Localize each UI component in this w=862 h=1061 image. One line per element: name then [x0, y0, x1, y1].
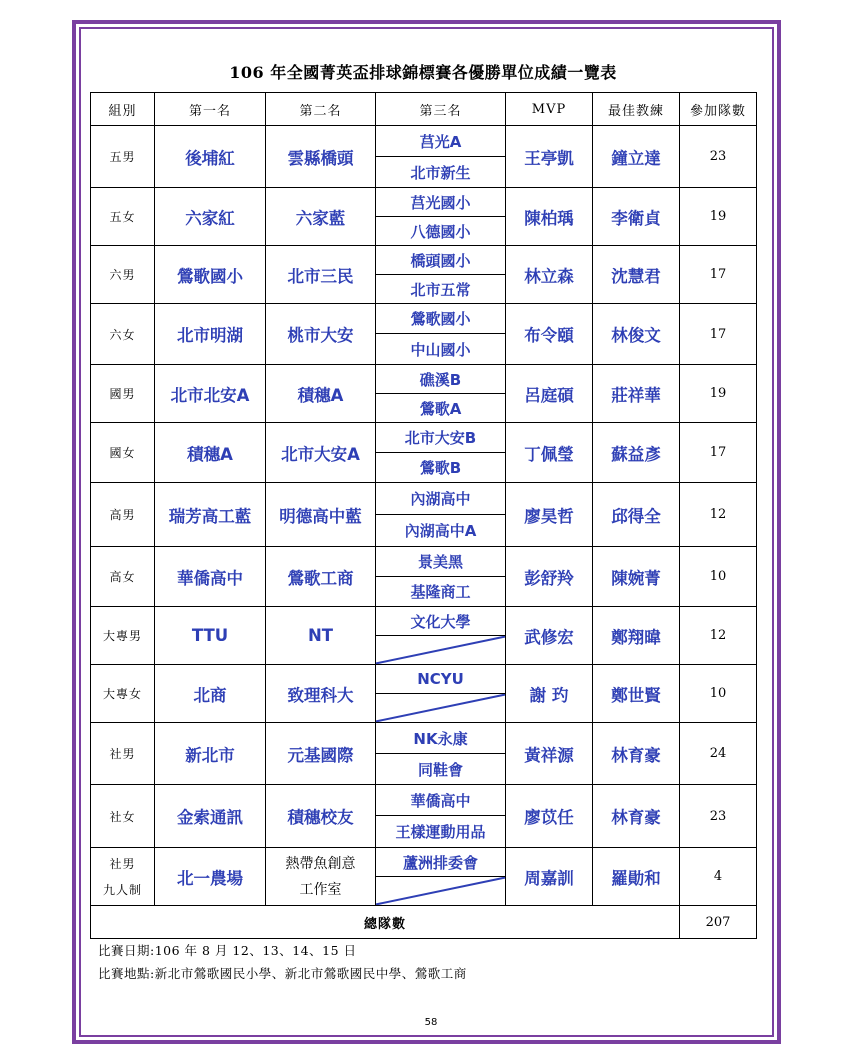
third-place-a: NK永康	[376, 723, 506, 754]
results-table	[90, 92, 757, 939]
best-coach: 鐘立達	[593, 126, 680, 188]
second-place: 積穗校友	[266, 785, 376, 848]
group-label: 國女	[91, 423, 155, 483]
team-count: 23	[680, 126, 757, 188]
third-place-empty	[376, 694, 506, 723]
table-row	[91, 785, 757, 816]
mvp: 廖昊哲	[506, 483, 593, 547]
second-place: 明德高中藍	[266, 483, 376, 547]
group-label: 高男	[91, 483, 155, 547]
third-place-a: 景美黑	[376, 547, 506, 577]
group-label: 五男	[91, 126, 155, 188]
first-place: TTU	[155, 607, 266, 665]
team-count: 19	[680, 188, 757, 246]
team-count: 4	[680, 848, 757, 906]
third-place-a: NCYU	[376, 665, 506, 694]
match-venue: 比賽地點:新北市鶯歌國民小學、新北市鶯歌國民中學、鶯歌工商	[98, 966, 467, 981]
third-place-b: 八德國小	[376, 217, 506, 246]
page-number: 58	[424, 1017, 438, 1028]
third-place-a: 莒光國小	[376, 188, 506, 217]
first-place: 北市明湖	[155, 304, 266, 365]
second-place: 熱帶魚創意	[285, 855, 356, 872]
group-label: 大專女	[91, 665, 155, 723]
header-group: 組別	[91, 93, 155, 126]
best-coach: 林育豪	[593, 785, 680, 848]
header-row	[91, 93, 757, 126]
second-place-line2: 工作室	[299, 881, 342, 898]
mvp: 黃祥源	[506, 723, 593, 785]
group-label: 五女	[91, 188, 155, 246]
table-row	[91, 483, 757, 515]
mvp: 林立森	[506, 246, 593, 304]
group-label-line2: 九人制	[102, 882, 142, 897]
group-cell	[91, 848, 155, 906]
best-coach: 鄭翔暐	[593, 607, 680, 665]
first-place: 六家紅	[155, 188, 266, 246]
best-coach: 蘇益彥	[593, 423, 680, 483]
second-place: 積穗A	[266, 365, 376, 423]
third-place-b: 同鞋會	[376, 754, 506, 785]
first-place: 金索通訊	[155, 785, 266, 848]
header-third: 第三名	[376, 93, 506, 126]
table-row	[91, 365, 757, 394]
mvp: 謝 玓	[506, 665, 593, 723]
mvp: 周嘉訓	[506, 848, 593, 906]
team-count: 12	[680, 607, 757, 665]
best-coach: 陳婉菁	[593, 547, 680, 607]
diagonal-slash	[376, 636, 505, 664]
second-place: 鶯歌工商	[266, 547, 376, 607]
first-place: 新北市	[155, 723, 266, 785]
second-place: 致理科大	[266, 665, 376, 723]
team-count: 17	[680, 246, 757, 304]
group-label: 社女	[91, 785, 155, 848]
third-place-b: 中山國小	[376, 334, 506, 365]
third-place-a: 華僑高中	[376, 785, 506, 816]
mvp: 呂庭碩	[506, 365, 593, 423]
first-place: 北商	[155, 665, 266, 723]
team-count: 19	[680, 365, 757, 423]
third-place-a: 內湖高中	[376, 483, 506, 515]
team-count: 23	[680, 785, 757, 848]
third-place-b: 鶯歌A	[376, 394, 506, 423]
team-count: 24	[680, 723, 757, 785]
mvp: 王亭凱	[506, 126, 593, 188]
table-row	[91, 665, 757, 694]
header-first: 第一名	[155, 93, 266, 126]
second-place: 元基國際	[266, 723, 376, 785]
second-place: 北市大安A	[266, 423, 376, 483]
team-count: 10	[680, 547, 757, 607]
page-title: 106 年全國菁英盃排球錦標賽各優勝單位成績一覽表	[229, 63, 617, 82]
first-place: 後埔紅	[155, 126, 266, 188]
best-coach: 羅勛和	[593, 848, 680, 906]
mvp: 武修宏	[506, 607, 593, 665]
team-count: 17	[680, 423, 757, 483]
mvp: 廖苡任	[506, 785, 593, 848]
group-label: 大專男	[91, 607, 155, 665]
header-coach: 最佳教練	[593, 93, 680, 126]
first-place: 積穗A	[155, 423, 266, 483]
table-row	[91, 304, 757, 334]
table-row	[91, 423, 757, 453]
mvp: 彭舒羚	[506, 547, 593, 607]
table-row	[91, 246, 757, 275]
third-place-b: 王樣運動用品	[376, 816, 506, 848]
total-row	[91, 906, 757, 939]
table-row	[91, 607, 757, 636]
group-label: 社男	[91, 723, 155, 785]
first-place: 華僑高中	[155, 547, 266, 607]
group-label: 六女	[91, 304, 155, 365]
best-coach: 李衛貞	[593, 188, 680, 246]
first-place: 北市北安A	[155, 365, 266, 423]
third-place-a: 北市大安B	[376, 423, 506, 453]
second-place-cell	[266, 848, 376, 906]
first-place: 瑞芳高工藍	[155, 483, 266, 547]
best-coach: 鄭世賢	[593, 665, 680, 723]
first-place: 北一農場	[155, 848, 266, 906]
third-place-a: 莒光A	[376, 126, 506, 157]
total-label: 總隊數	[91, 906, 680, 939]
total-value: 207	[680, 906, 757, 939]
third-place-empty	[376, 636, 506, 665]
best-coach: 沈慧君	[593, 246, 680, 304]
third-place-a: 礁溪B	[376, 365, 506, 394]
diagonal-slash	[376, 694, 505, 722]
mvp: 陳柏瑀	[506, 188, 593, 246]
second-place: 雲縣橋頭	[266, 126, 376, 188]
third-place-a: 橋頭國小	[376, 246, 506, 275]
group-label: 社男	[109, 856, 136, 871]
table-row	[91, 723, 757, 754]
group-label: 高女	[91, 547, 155, 607]
header-teams: 參加隊數	[680, 93, 757, 126]
header-second: 第二名	[266, 93, 376, 126]
third-place-a: 鶯歌國小	[376, 304, 506, 334]
team-count: 12	[680, 483, 757, 547]
table-row	[91, 188, 757, 217]
group-label: 國男	[91, 365, 155, 423]
second-place: 桃市大安	[266, 304, 376, 365]
table-row	[91, 547, 757, 577]
best-coach: 林俊文	[593, 304, 680, 365]
second-place: 六家藍	[266, 188, 376, 246]
mvp: 布令頤	[506, 304, 593, 365]
third-place-a: 蘆洲排委會	[376, 848, 506, 877]
third-place-b: 鶯歌B	[376, 453, 506, 483]
third-place-b: 基隆商工	[376, 577, 506, 607]
third-place-b: 內湖高中A	[376, 515, 506, 547]
diagonal-slash	[376, 877, 505, 905]
first-place: 鶯歌國小	[155, 246, 266, 304]
match-date: 比賽日期:106 年 8 月 12、13、14、15 日	[98, 943, 357, 958]
best-coach: 林育豪	[593, 723, 680, 785]
second-place: NT	[266, 607, 376, 665]
best-coach: 邱得全	[593, 483, 680, 547]
best-coach: 莊祥華	[593, 365, 680, 423]
table-row	[91, 126, 757, 157]
third-place-a: 文化大學	[376, 607, 506, 636]
second-place: 北市三民	[266, 246, 376, 304]
header-mvp: MVP	[506, 93, 593, 126]
team-count: 17	[680, 304, 757, 365]
team-count: 10	[680, 665, 757, 723]
table-row	[91, 848, 757, 877]
third-place-b: 北市新生	[376, 157, 506, 188]
group-label: 六男	[91, 246, 155, 304]
mvp: 丁佩瑩	[506, 423, 593, 483]
third-place-empty	[376, 877, 506, 906]
third-place-b: 北市五常	[376, 275, 506, 304]
